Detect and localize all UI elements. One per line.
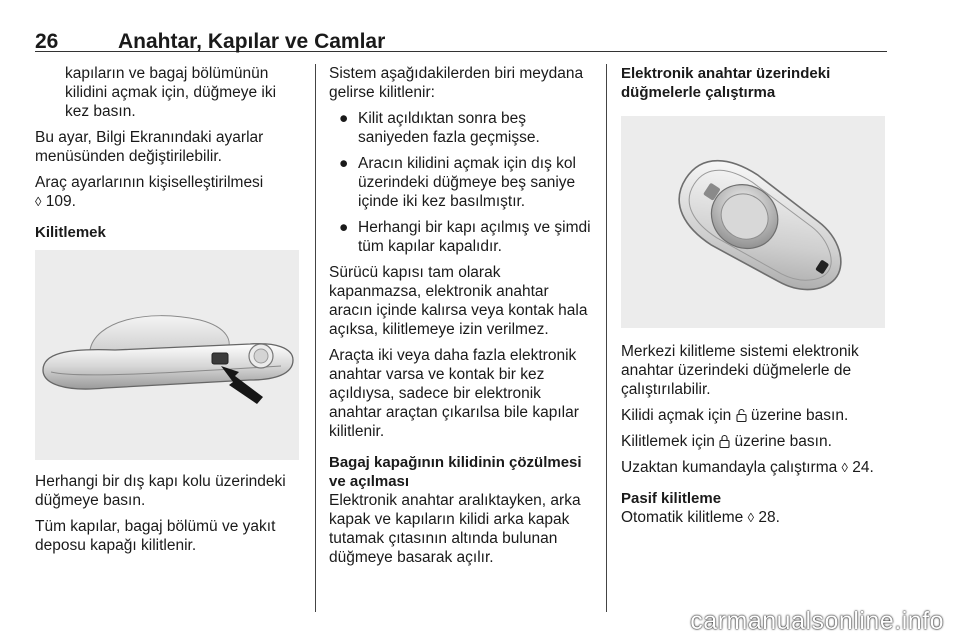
central-locking-text: Merkezi kilitleme sistemi elektronik anahtar üzerindeki düğmelerle de çalıştırılabilir. <box>621 343 859 398</box>
list-item: ● Aracın kilidini açmak için dış kol üzerindeki düğmeye beş saniye içinde iki kez basılmıştır. <box>339 155 576 210</box>
locked-padlock-icon <box>719 434 730 448</box>
column-divider <box>315 64 316 612</box>
two-keys-text: Araçta iki veya daha fazla elektronik anahtar varsa ve kontak bir kez açıldıysa, sadece bir elektronik anahtar araçtan çıkarılsa bile kapılar kilitlenir. <box>329 347 579 440</box>
driver-door-text: Sürücü kapısı tam olarak kapanmazsa, elektronik anahtar aracın içinde kalırsa veya kontak hala açıksa, kilitlemeye izin verilmez. <box>329 264 588 338</box>
list-item: ● Kilit açıldıktan sonra beş saniyeden fazla geçmişse. <box>339 110 540 146</box>
locking-heading: Kilitlemek <box>35 224 106 241</box>
lock-instruction: Kilitlemek için üzerine basın. <box>621 433 832 450</box>
page-reference-icon: ◊ <box>841 460 848 475</box>
page-number: 26 <box>35 30 59 53</box>
list-item: ● Herhangi bir kapı açılmış ve şimdi tüm kapılar kapalıdır. <box>339 219 591 255</box>
auto-locking-page-link[interactable]: 28. <box>758 509 780 526</box>
key-fob-illustration <box>621 116 885 328</box>
intro-continued-text: kapıların ve bagaj bölümünün kilidini açmak için, düğmeye iki kez basın. <box>65 65 277 120</box>
bullet-icon: ● <box>339 219 349 236</box>
tailgate-heading: Bagaj kapağının kilidinin çözülmesi ve açılması <box>329 454 582 490</box>
column-divider <box>606 64 607 612</box>
setting-text: Bu ayar, Bilgi Ekranındaki ayarlar menüsünden değiştirilebilir. <box>35 129 264 165</box>
press-button-text: Herhangi bir dış kapı kolu üzerindeki düğmeye basın. <box>35 473 286 509</box>
key-buttons-heading: Elektronik anahtar üzerindeki düğmelerle çalıştırma <box>621 65 831 101</box>
personalization-page-link[interactable]: 109. <box>45 193 76 210</box>
tailgate-text: Elektronik anahtar aralıktayken, arka kapak ve kapıların kilidi arka kapak tutamak çıtasının altında bulunan düğmeye basarak açılır. <box>329 492 581 566</box>
remote-operation-text: Uzaktan kumandayla çalıştırma ◊ 24. <box>621 459 874 476</box>
personalization-label: Araç ayarlarının kişiselleştirilmesi <box>35 174 264 191</box>
unlock-instruction: Kilidi açmak için üzerine basın. <box>621 407 849 424</box>
watermark: carmanualsonline.info <box>690 607 944 635</box>
all-locked-text: Tüm kapılar, bagaj bölümü ve yakıt deposu kapağı kilitlenir. <box>35 518 276 554</box>
lock-conditions-list <box>329 109 594 256</box>
page-title: Anahtar, Kapılar ve Camlar <box>118 30 386 53</box>
bullet-icon: ● <box>339 155 349 172</box>
bullet-icon: ● <box>339 110 349 127</box>
unlocked-padlock-icon <box>736 408 747 422</box>
column-3 <box>621 64 891 534</box>
page-reference-icon: ◊ <box>35 194 42 209</box>
column-2 <box>329 64 594 574</box>
page-header <box>35 30 887 52</box>
remote-page-link[interactable]: 24. <box>852 459 874 476</box>
column-1 <box>35 64 303 562</box>
personalization-text <box>35 173 303 211</box>
door-handle-illustration <box>35 250 299 460</box>
page-reference-icon: ◊ <box>747 510 755 525</box>
passive-locking-heading: Pasif kilitleme <box>621 490 722 507</box>
auto-locking-text: Otomatik kilitleme ◊ 28. <box>621 509 780 526</box>
system-locks-text: Sistem aşağıdakilerden biri meydana gelirse kilitlenir: <box>329 65 584 101</box>
